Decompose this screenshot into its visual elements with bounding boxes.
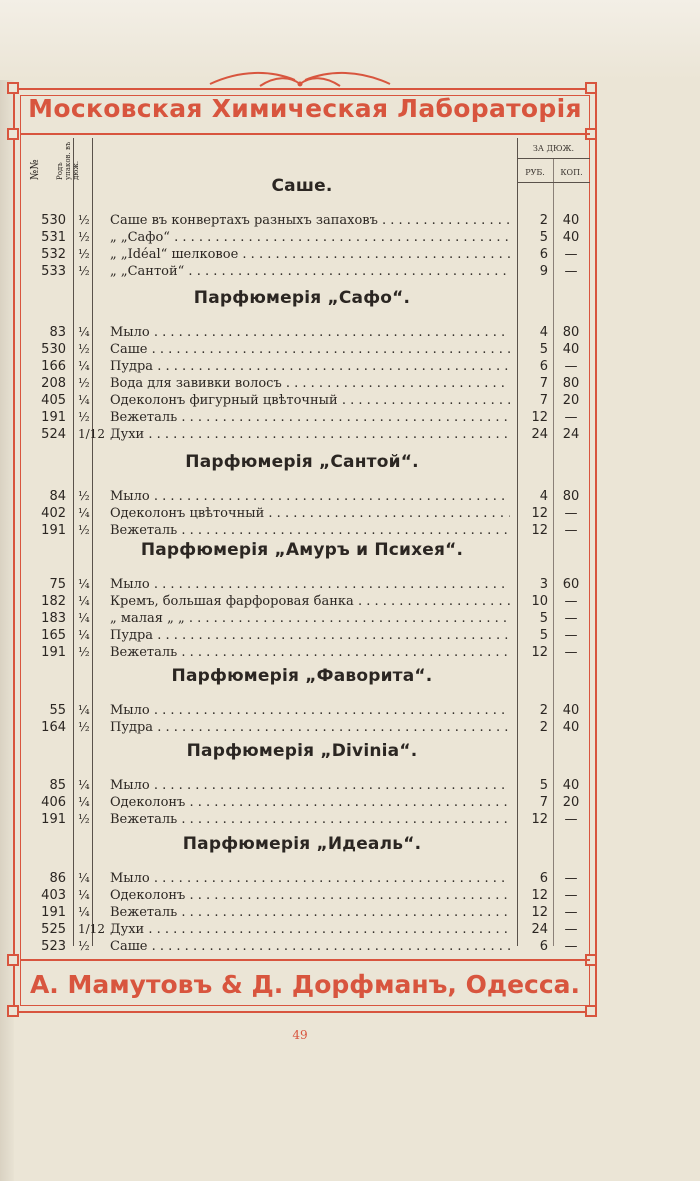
item-name: Мыло . . . xyxy=(110,777,510,794)
packaging-fraction: ½ xyxy=(78,523,90,537)
table-row xyxy=(20,921,590,938)
table-row xyxy=(20,409,590,426)
table-row xyxy=(20,610,590,627)
price-kop: — xyxy=(564,611,578,626)
section-title: Парфюмерія „Амуръ и Психея“. xyxy=(140,540,464,560)
item-number: 84 xyxy=(49,489,66,504)
price-kop: — xyxy=(564,888,578,903)
packaging-fraction: ½ xyxy=(78,939,90,953)
item-number: 191 xyxy=(41,523,66,538)
col-head-kop: КОП. xyxy=(560,168,583,177)
price-kop: 40 xyxy=(562,720,580,735)
item-name: Мыло . . . xyxy=(110,870,510,887)
price-kop: 40 xyxy=(562,230,580,245)
price-kop: — xyxy=(564,922,578,937)
item-number: 191 xyxy=(41,410,66,425)
item-number: 533 xyxy=(41,264,66,279)
packaging-fraction: ½ xyxy=(78,264,90,278)
price-rub: 4 xyxy=(539,489,548,504)
item-name: Духи . . . xyxy=(110,921,510,938)
table-row xyxy=(20,887,590,904)
price-rub: 5 xyxy=(539,230,548,245)
item-number: 75 xyxy=(49,577,66,592)
item-number: 523 xyxy=(41,939,66,954)
packaging-fraction: ¼ xyxy=(78,577,90,591)
item-number: 530 xyxy=(41,213,66,228)
frame-corner xyxy=(7,954,19,966)
price-rub: 24 xyxy=(531,427,548,442)
packaging-fraction: ¼ xyxy=(78,871,90,885)
price-rub: 2 xyxy=(539,213,548,228)
table-row xyxy=(20,576,590,593)
item-number: 166 xyxy=(41,359,66,374)
item-number: 83 xyxy=(49,325,66,340)
price-rub: 2 xyxy=(539,720,548,735)
table-row xyxy=(20,263,590,280)
packaging-fraction: ½ xyxy=(78,247,90,261)
col-head-packaging: Родъ упаков. въ дюж. xyxy=(56,141,80,180)
col-head-number: №№ xyxy=(28,159,41,180)
packaging-fraction: ½ xyxy=(78,720,90,734)
item-name: Одеколонъ . . . xyxy=(110,887,510,904)
packaging-fraction: ¼ xyxy=(78,795,90,809)
item-number: 402 xyxy=(41,506,66,521)
packaging-fraction: ¼ xyxy=(78,506,90,520)
price-kop: — xyxy=(564,359,578,374)
packaging-fraction: ¼ xyxy=(78,611,90,625)
price-rub: 9 xyxy=(539,264,548,279)
price-rub: 2 xyxy=(539,703,548,718)
table-row xyxy=(20,426,590,443)
table-row xyxy=(20,246,590,263)
packaging-fraction: 1/12 xyxy=(78,922,105,936)
price-kop: 24 xyxy=(562,427,580,442)
table-row xyxy=(20,904,590,921)
item-name: Вежеталь . . . xyxy=(110,904,510,921)
item-name: Мыло . . . xyxy=(110,324,510,341)
price-rub: 5 xyxy=(539,611,548,626)
item-name: Одеколонъ . . . xyxy=(110,794,510,811)
item-name: Мыло . . . xyxy=(110,488,510,505)
table-row xyxy=(20,229,590,246)
item-name: Мыло . . . xyxy=(110,576,510,593)
packaging-fraction: ¼ xyxy=(78,325,90,339)
item-name: Пудра . . . xyxy=(110,719,510,736)
price-rub: 6 xyxy=(539,871,548,886)
table-row xyxy=(20,341,590,358)
price-rub: 5 xyxy=(539,628,548,643)
packaging-fraction: ¼ xyxy=(78,628,90,642)
col-head-price-group: ЗА ДЮЖ. xyxy=(532,144,575,153)
item-name: Духи . . . xyxy=(110,426,510,443)
price-rub: 12 xyxy=(531,812,548,827)
table-row xyxy=(20,375,590,392)
item-number: 530 xyxy=(41,342,66,357)
item-number: 191 xyxy=(41,905,66,920)
section-title: Парфюмерія „Идеаль“. xyxy=(182,834,422,854)
item-name: Мыло . . . xyxy=(110,702,510,719)
section-title: Саше. xyxy=(271,176,333,196)
price-rub: 6 xyxy=(539,247,548,262)
section-title: Парфюмерія „Divinia“. xyxy=(186,741,418,761)
item-number: 405 xyxy=(41,393,66,408)
price-rub: 5 xyxy=(539,342,548,357)
price-kop: 80 xyxy=(562,325,580,340)
item-name: Вежеталь . . . xyxy=(110,811,510,828)
price-kop: — xyxy=(564,410,578,425)
item-number: 525 xyxy=(41,922,66,937)
frame-corner xyxy=(7,128,19,140)
item-name: Одеколонъ фигурный цвѣточный . . . xyxy=(110,392,510,409)
price-table xyxy=(20,138,590,954)
item-number: 183 xyxy=(41,611,66,626)
packaging-fraction: ½ xyxy=(78,489,90,503)
table-row xyxy=(20,522,590,539)
price-kop: 80 xyxy=(562,489,580,504)
item-number: 191 xyxy=(41,812,66,827)
item-number: 532 xyxy=(41,247,66,262)
frame-corner xyxy=(585,1005,597,1017)
section-title: Парфюмерія „Сафо“. xyxy=(193,288,411,308)
frame-corner xyxy=(7,82,19,94)
packaging-fraction: ½ xyxy=(78,812,90,826)
item-number: 165 xyxy=(41,628,66,643)
packaging-fraction: ¼ xyxy=(78,888,90,902)
price-kop: — xyxy=(564,939,578,954)
table-row xyxy=(20,644,590,661)
item-name: Саше . . . xyxy=(110,341,510,358)
table-row xyxy=(20,212,590,229)
price-kop: 40 xyxy=(562,703,580,718)
price-kop: 80 xyxy=(562,376,580,391)
table-row xyxy=(20,702,590,719)
price-kop: — xyxy=(564,594,578,609)
table-row xyxy=(20,870,590,887)
price-kop: 40 xyxy=(562,342,580,357)
footer-rule-top xyxy=(20,959,590,961)
price-rub: 12 xyxy=(531,506,548,521)
price-rub: 3 xyxy=(539,577,548,592)
table-row xyxy=(20,777,590,794)
table-row xyxy=(20,627,590,644)
frame-corner xyxy=(585,82,597,94)
item-name: Саше . . . xyxy=(110,938,510,955)
price-head-rule xyxy=(517,158,590,159)
frame-corner xyxy=(7,1005,19,1017)
paper-edge xyxy=(0,0,14,1181)
item-name: Вода для завивки волосъ . . . xyxy=(110,375,510,392)
price-rub: 12 xyxy=(531,645,548,660)
price-kop: — xyxy=(564,905,578,920)
packaging-fraction: ½ xyxy=(78,342,90,356)
price-kop: 40 xyxy=(562,213,580,228)
item-name: Одеколонъ цвѣточный . . . xyxy=(110,505,510,522)
price-kop: — xyxy=(564,264,578,279)
price-rub: 12 xyxy=(531,905,548,920)
price-kop: — xyxy=(564,812,578,827)
table-row xyxy=(20,324,590,341)
table-row xyxy=(20,505,590,522)
packaging-fraction: ¼ xyxy=(78,703,90,717)
table-row xyxy=(20,358,590,375)
price-kop: 60 xyxy=(562,577,580,592)
price-kop: — xyxy=(564,871,578,886)
item-name: Кремъ, большая фарфоровая банка . . . xyxy=(110,593,510,610)
packaging-fraction: ¼ xyxy=(78,594,90,608)
price-kop: — xyxy=(564,506,578,521)
price-rub: 10 xyxy=(531,594,548,609)
price-rub: 7 xyxy=(539,795,548,810)
price-rub: 7 xyxy=(539,376,548,391)
item-name: Вежеталь . . . xyxy=(110,644,510,661)
item-name: „ малая „ „ . . . xyxy=(110,610,510,627)
item-name: Пудра . . . xyxy=(110,627,510,644)
table-row xyxy=(20,811,590,828)
item-name: Пудра . . . xyxy=(110,358,510,375)
packaging-fraction: ½ xyxy=(78,645,90,659)
item-number: 86 xyxy=(49,871,66,886)
price-rub: 12 xyxy=(531,410,548,425)
item-number: 208 xyxy=(41,376,66,391)
table-row xyxy=(20,392,590,409)
item-number: 406 xyxy=(41,795,66,810)
table-row xyxy=(20,938,590,955)
item-name: Саше въ конвертахъ разныхъ запаховъ . . . xyxy=(110,212,510,229)
price-kop: — xyxy=(564,628,578,643)
table-row xyxy=(20,488,590,505)
price-rub: 24 xyxy=(531,922,548,937)
table-row xyxy=(20,794,590,811)
price-kop: — xyxy=(564,247,578,262)
item-number: 55 xyxy=(49,703,66,718)
item-name: „ „Idéal“ шелковое . . . xyxy=(110,246,510,263)
packaging-fraction: ½ xyxy=(78,410,90,424)
price-kop: 20 xyxy=(562,393,580,408)
price-head-rule xyxy=(517,182,590,183)
price-rub: 12 xyxy=(531,523,548,538)
price-rub: 7 xyxy=(539,393,548,408)
price-rub: 6 xyxy=(539,359,548,374)
price-rub: 6 xyxy=(539,939,548,954)
header-rule xyxy=(20,133,590,135)
item-number: 182 xyxy=(41,594,66,609)
packaging-fraction: ¼ xyxy=(78,778,90,792)
section-title: Парфюмерія „Сантой“. xyxy=(185,452,419,472)
header-title: Московская Химическая Лабораторія xyxy=(28,94,582,123)
price-kop: — xyxy=(564,645,578,660)
packaging-fraction: ½ xyxy=(78,230,90,244)
page-number: 49 xyxy=(292,1028,308,1042)
item-number: 85 xyxy=(49,778,66,793)
packaging-fraction: ¼ xyxy=(78,393,90,407)
table-row xyxy=(20,593,590,610)
packaging-fraction: ¼ xyxy=(78,359,90,373)
item-number: 524 xyxy=(41,427,66,442)
price-rub: 4 xyxy=(539,325,548,340)
section-title: Парфюмерія „Фаворита“. xyxy=(171,666,433,686)
item-number: 531 xyxy=(41,230,66,245)
packaging-fraction: ¼ xyxy=(78,905,90,919)
item-number: 164 xyxy=(41,720,66,735)
packaging-fraction: ½ xyxy=(78,213,90,227)
footer-title: А. Мамутовъ & Д. Дорфманъ, Одесса. xyxy=(29,970,581,999)
price-rub: 12 xyxy=(531,888,548,903)
packaging-fraction: 1/12 xyxy=(78,427,105,441)
item-number: 403 xyxy=(41,888,66,903)
item-number: 191 xyxy=(41,645,66,660)
price-kop: — xyxy=(564,523,578,538)
price-rub: 5 xyxy=(539,778,548,793)
item-name: Вежеталь . . . xyxy=(110,522,510,539)
price-kop: 20 xyxy=(562,795,580,810)
item-name: „ „Сантой“ . . . xyxy=(110,263,510,280)
item-name: Вежеталь . . . xyxy=(110,409,510,426)
item-name: „ „Сафо“ . . . xyxy=(110,229,510,246)
col-head-rub: РУБ. xyxy=(525,168,545,177)
price-kop: 40 xyxy=(562,778,580,793)
table-row xyxy=(20,719,590,736)
packaging-fraction: ½ xyxy=(78,376,90,390)
